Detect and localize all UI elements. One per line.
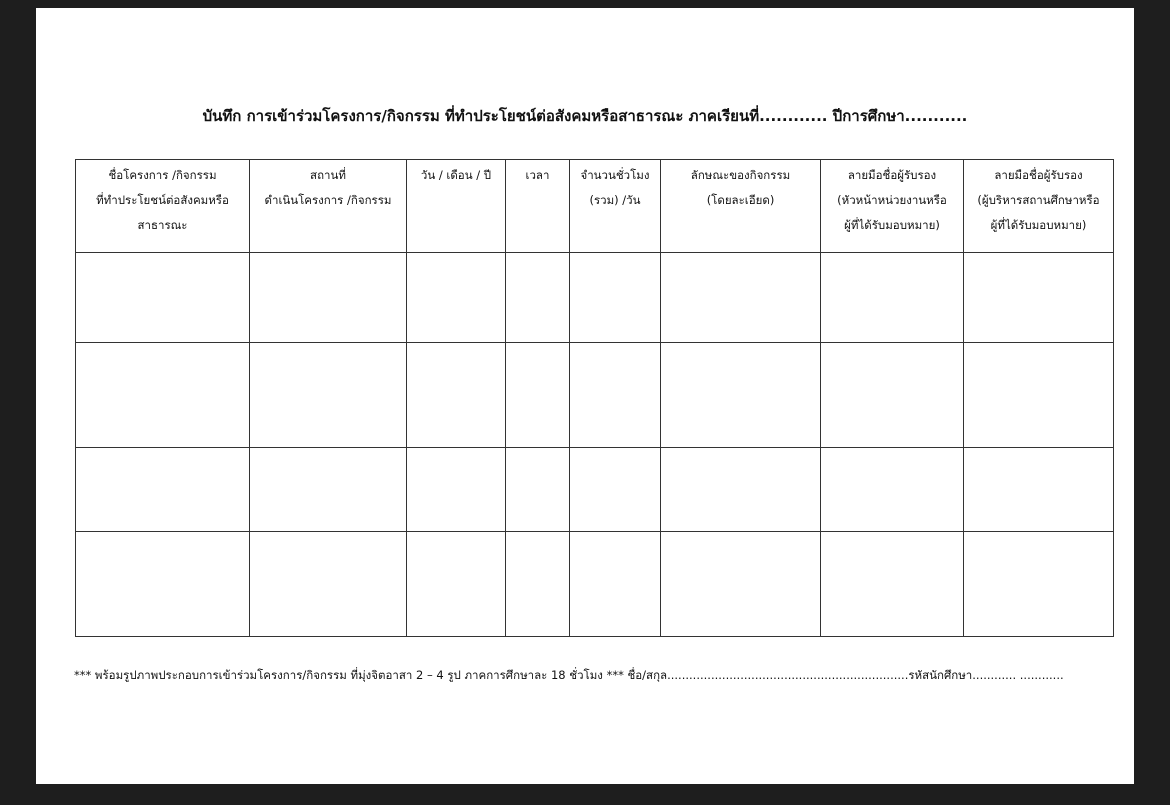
table-cell[interactable] <box>570 448 661 532</box>
table-cell[interactable] <box>661 343 821 448</box>
table-cell[interactable] <box>506 532 570 637</box>
header-time: เวลา <box>506 160 570 253</box>
header-certifier-signature-administrator: ลายมือชื่อผู้รับรอง (ผู้บริหารสถานศึกษาหรือ ผู้ที่ได้รับมอบหมาย) <box>964 160 1114 253</box>
header-hours: จำนวนชั่วโมง (รวม) /วัน <box>570 160 661 253</box>
table-cell[interactable] <box>821 343 964 448</box>
table-cell[interactable] <box>506 448 570 532</box>
table-cell[interactable] <box>76 448 250 532</box>
table-header-row <box>76 160 1114 253</box>
header-activity-description: ลักษณะของกิจกรรม (โดยละเอียด) <box>661 160 821 253</box>
table-cell[interactable] <box>964 253 1114 343</box>
table-cell[interactable] <box>250 532 407 637</box>
table-cell[interactable] <box>821 532 964 637</box>
table-cell[interactable] <box>570 343 661 448</box>
table-cell[interactable] <box>250 448 407 532</box>
footer-note: *** พร้อมรูปภาพประกอบการเข้าร่วมโครงการ/กิจกรรม ที่มุ่งจิตอาสา 2 – 4 รูป ภาคการศึกษาละ 18 ชั่วโมง *** ชื่อ/สกุล..................................................................รหัสนักศึกษา............ ............ <box>74 668 1064 682</box>
table-cell[interactable] <box>661 532 821 637</box>
table-cell[interactable] <box>407 532 506 637</box>
header-project-name: ชื่อโครงการ /กิจกรรม ที่ทำประโยชน์ต่อสังคมหรือ สาธารณะ <box>76 160 250 253</box>
header-location: สถานที่ ดำเนินโครงการ /กิจกรรม <box>250 160 407 253</box>
table-cell[interactable] <box>407 343 506 448</box>
table-cell[interactable] <box>661 448 821 532</box>
table-cell[interactable] <box>570 253 661 343</box>
table-cell[interactable] <box>661 253 821 343</box>
table-cell[interactable] <box>407 448 506 532</box>
activity-record-table <box>75 159 1114 637</box>
table-cell[interactable] <box>506 343 570 448</box>
header-certifier-signature-supervisor: ลายมือชื่อผู้รับรอง (หัวหน้าหน่วยงานหรือ ผู้ที่ได้รับมอบหมาย) <box>821 160 964 253</box>
table-cell[interactable] <box>570 532 661 637</box>
table-cell[interactable] <box>250 343 407 448</box>
table-row <box>76 343 1114 448</box>
table-cell[interactable] <box>964 532 1114 637</box>
table-row <box>76 253 1114 343</box>
table-cell[interactable] <box>821 253 964 343</box>
table-cell[interactable] <box>821 448 964 532</box>
table-row <box>76 532 1114 637</box>
document-page <box>36 8 1134 784</box>
table-cell[interactable] <box>250 253 407 343</box>
table-cell[interactable] <box>407 253 506 343</box>
table-cell[interactable] <box>76 343 250 448</box>
table-cell[interactable] <box>964 343 1114 448</box>
table-cell[interactable] <box>964 448 1114 532</box>
table-cell[interactable] <box>76 532 250 637</box>
table-cell[interactable] <box>506 253 570 343</box>
table-row <box>76 448 1114 532</box>
document-title: บันทึก การเข้าร่วมโครงการ/กิจกรรม ที่ทำประโยชน์ต่อสังคมหรือสาธารณะ ภาคเรียนที่............ ปีการศึกษา........... <box>202 107 968 125</box>
table-cell[interactable] <box>76 253 250 343</box>
header-date: วัน / เดือน / ปี <box>407 160 506 253</box>
